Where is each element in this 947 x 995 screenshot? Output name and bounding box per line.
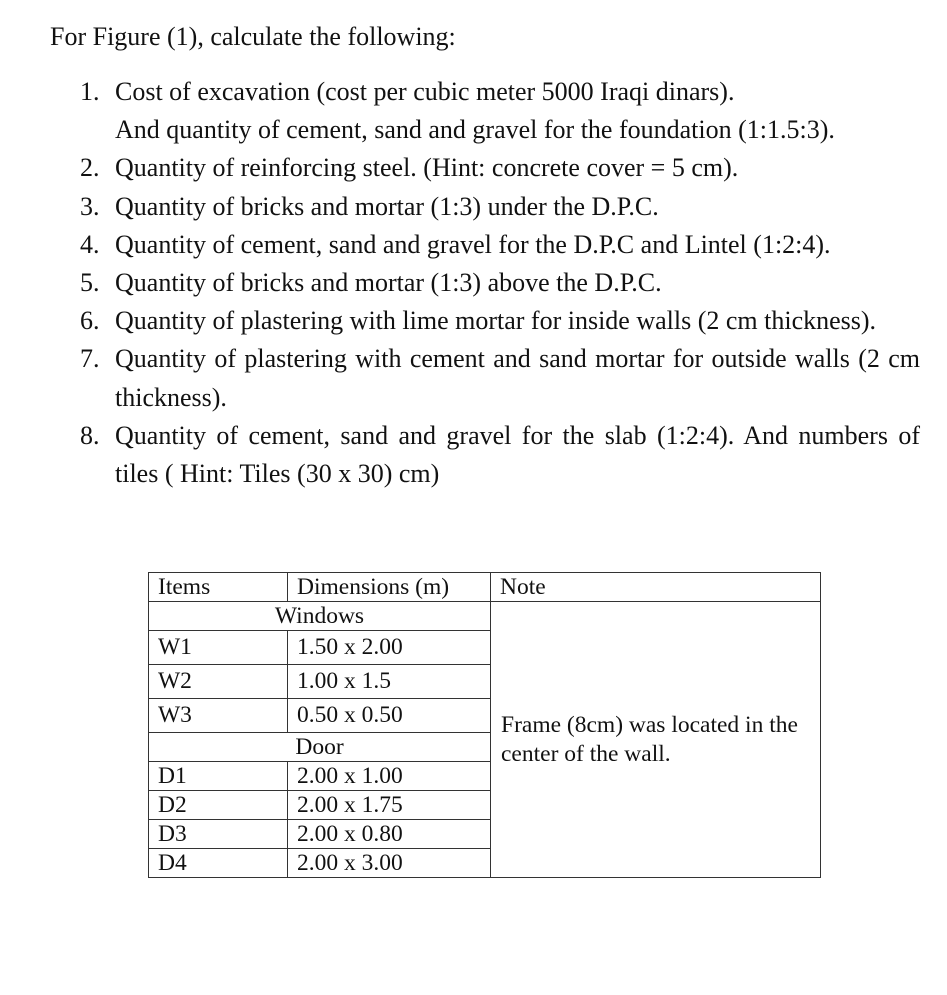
task-text: Quantity of plastering with lime mortar for inside walls (2 cm thickness).	[115, 306, 877, 336]
task-number: 6.	[80, 306, 100, 336]
dimension-cell: 1.00 x 1.5	[288, 665, 491, 699]
dimension-cell: 2.00 x 3.00	[288, 849, 491, 878]
header-items: Items	[149, 573, 288, 602]
task-text-line: Cost of excavation (cost per cubic meter 5000 Iraqi dinars).	[115, 77, 735, 106]
windows-section-label: Windows	[149, 602, 491, 631]
dimension-cell: 0.50 x 0.50	[288, 699, 491, 733]
task-text: Quantity of reinforcing steel. (Hint: concrete cover = 5 cm).	[115, 153, 739, 183]
dimension-cell: 1.50 x 2.00	[288, 631, 491, 665]
task-item-7	[80, 340, 920, 416]
task-number: 3.	[80, 191, 100, 221]
task-number: 2.	[80, 153, 100, 183]
header-note: Note	[491, 573, 821, 602]
task-item-8	[80, 417, 920, 493]
task-number: 7.	[80, 344, 100, 374]
dimension-cell: 2.00 x 1.00	[288, 762, 491, 791]
door-section-label: Door	[149, 733, 491, 762]
task-text: Quantity of cement, sand and gravel for the slab (1:2:4). And numbers of tiles ( Hint: Tiles (30 x 30) cm)	[115, 420, 920, 489]
task-text-continuation: And quantity of cement, sand and gravel for the foundation (1:1.5:3).	[115, 115, 835, 145]
task-number: 8.	[80, 420, 100, 450]
task-text: Quantity of plastering with cement and sand mortar for outside walls (2 cm thickness).	[115, 344, 920, 412]
task-item-2	[80, 149, 920, 187]
task-text: Quantity of bricks and mortar (1:3) under the D.P.C.	[115, 191, 659, 221]
header-dimensions: Dimensions (m)	[288, 573, 491, 602]
task-item-4	[80, 226, 920, 264]
item-cell: D1	[149, 762, 288, 791]
windows-section-row	[149, 602, 821, 631]
page-heading: For Figure (1), calculate the following:	[50, 22, 456, 51]
task-text: Quantity of cement, sand and gravel for the D.P.C and Lintel (1:2:4).	[115, 229, 831, 259]
task-number: 1.	[80, 77, 100, 106]
item-cell: W2	[149, 665, 288, 699]
dimension-cell: 2.00 x 1.75	[288, 791, 491, 820]
openings-table	[148, 572, 821, 878]
item-cell: D4	[149, 849, 288, 878]
task-item-3	[80, 188, 920, 226]
task-text	[115, 73, 920, 149]
note-cell: Frame (8cm) was located in the center of the wall.	[491, 602, 821, 878]
item-cell: W3	[149, 699, 288, 733]
task-number: 4.	[80, 229, 100, 259]
dimension-cell: 2.00 x 0.80	[288, 820, 491, 849]
task-list	[80, 73, 920, 493]
item-cell: W1	[149, 631, 288, 665]
table-header-row	[149, 573, 821, 602]
task-text: Quantity of bricks and mortar (1:3) above the D.P.C.	[115, 268, 662, 298]
item-cell: D2	[149, 791, 288, 820]
task-item-1	[80, 73, 920, 149]
item-cell: D3	[149, 820, 288, 849]
task-item-6	[80, 302, 920, 340]
task-number: 5.	[80, 268, 100, 298]
task-item-5	[80, 264, 920, 302]
